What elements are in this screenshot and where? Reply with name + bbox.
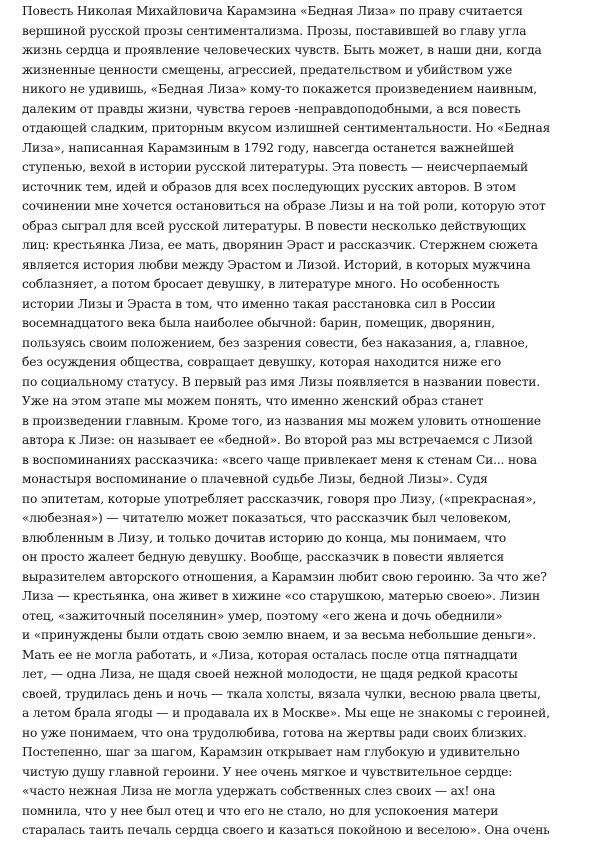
text-line: лиц: крестьянка Лиза, ее мать, дворянин Эраст и рассказчик. Стержнем сюжета [22,238,538,252]
text-line: пользуясь своим положением, без зазрения совести, без наказания, а, главное, [22,335,529,350]
text-line: восемнадцатого века была наиболее обычной: барин, помещик, дворянин, [22,316,495,330]
text-line: жизнь сердца и проявление человеческих чувств. Быть может, в наши дни, когда [22,43,542,57]
text-line: но уже понимаем, что она трудолюбива, готова на жертвы ради своих близких. [22,725,527,740]
text-line: «любезная») — читателю может показаться, что рассказчик был человеком, [22,511,512,525]
text-line: лет, — одна Лиза, не щадя своей нежной молодости, не щадя редкой красоты [22,667,518,681]
text-line: отец, «зажиточный поселянин» умер, поэтому «его жена и дочь обеднили» [22,608,503,623]
text-line: источник тем, идей и образов для всех последующих русских авторов. В этом [22,179,516,194]
text-line: истории Лизы и Эраста в том, что именно такая расстановка сил в России [22,296,496,311]
text-line: своей, трудилась день и ночь — ткала холсты, вязала чулки, весною рвала цветы, [22,686,541,701]
text-line: сочинении мне хочется остановиться на образе Лизы и на той роли, которую этот [22,199,546,213]
text-line: выразителем авторского отношения, а Карамзин любит свою героиню. За что же? [22,569,547,584]
text-line: отдающей сладким, приторным вкусом излишней сентиментальности. Но «Бедная [22,121,551,135]
text-line: является история любви между Эрастом и Лизой. Историй, в которых мужчина [22,257,531,272]
text-line: по социальному статусу. В первый раз имя Лизы появляется в названии повести. [22,374,541,389]
text-line: «часто нежная Лиза не могла удержать собственных слез своих — ах! она [22,784,496,798]
text-line: Постепенно, шаг за шагом, Карамзин открывает нам глубокую и удивительно [22,745,520,759]
text-line: вершиной русской прозы сентиментализма. Прозы, поставившей во главу угла [22,23,527,38]
text-line: жизненные ценности смещены, агрессией, предательством и убийством уже [22,62,513,77]
text-line: монастыря воспоминание о плачевной судьбе Лизы, бедной Лизы». Судя [22,472,488,486]
text-line: он просто жалеет бедную девушку. Вообще, рассказчик в повести является [22,550,505,564]
text-line: без осуждения общества, совращает девушку, которая находится ниже его [22,355,502,369]
text-line: влюбленным в Лизу, и только дочитав историю до конца, мы понимаем, что [22,530,507,545]
text-line: Лиза», написанная Карамзиным в 1792 году, навсегда останется важнейшей [22,140,515,155]
text-line: ступенью, вехой в истории русской литературы. Эта повесть — неисчерпаемый [22,160,528,174]
text-line: по эпитетам, которые употребляет рассказчик, говоря про Лизу, («прекрасная», [22,491,537,506]
text-line: Уже на этом этапе мы можем понять, что именно женский образ станет [22,394,484,408]
text-line: Повесть Николая Михайловича Карамзина «Бедная Лиза» по праву считается [22,4,523,18]
text-line: а летом брала ягоды — и продавала их в Москве». Мы еще не знакомы с героиней, [22,706,550,720]
text-line: в воспоминаниях рассказчика: «всего чаще привлекает меня к стенам Си... нова [22,452,537,467]
text-line: и «принуждены были отдать свою землю внаем, и за весьма небольшие деньги». [22,628,537,642]
text-line: образ сыграл для всей русской литературы. В повести несколько действующих [22,218,526,233]
text-line: Лиза — крестьянка, она живет в хижине «со старушкою, матерью своею». Лизин [22,589,541,603]
text-line: далеким от правды жизни, чувства героев -неправдоподобными, а вся повесть [22,101,521,116]
text-line: помнила, что у нее был отец и что его не стало, но для успокоения матери [22,803,499,818]
essay-text [22,2,577,841]
text-line: никого не удивишь, «Бедная Лиза» кому-то покажется произведением наивным, [22,82,537,96]
text-line: соблазняет, а потом бросает девушку, в литературе много. Но особенность [22,277,500,291]
text-line: чистую душу главной героини. У нее очень мягкое и чувствительное сердце: [22,764,513,779]
text-line: Мать ее не могла работать, и «Лиза, которая осталась после отца пятнадцати [22,647,518,662]
text-line: автора к Лизе: он называет ее «бедной». Во второй раз мы встречаемся с Лизой [22,433,533,447]
text-line: старалась таить печаль сердца своего и казаться покойною и веселою». Она очень [22,823,550,837]
text-line: в произведении главным. Кроме того, из названия мы можем уловить отношение [22,413,541,428]
